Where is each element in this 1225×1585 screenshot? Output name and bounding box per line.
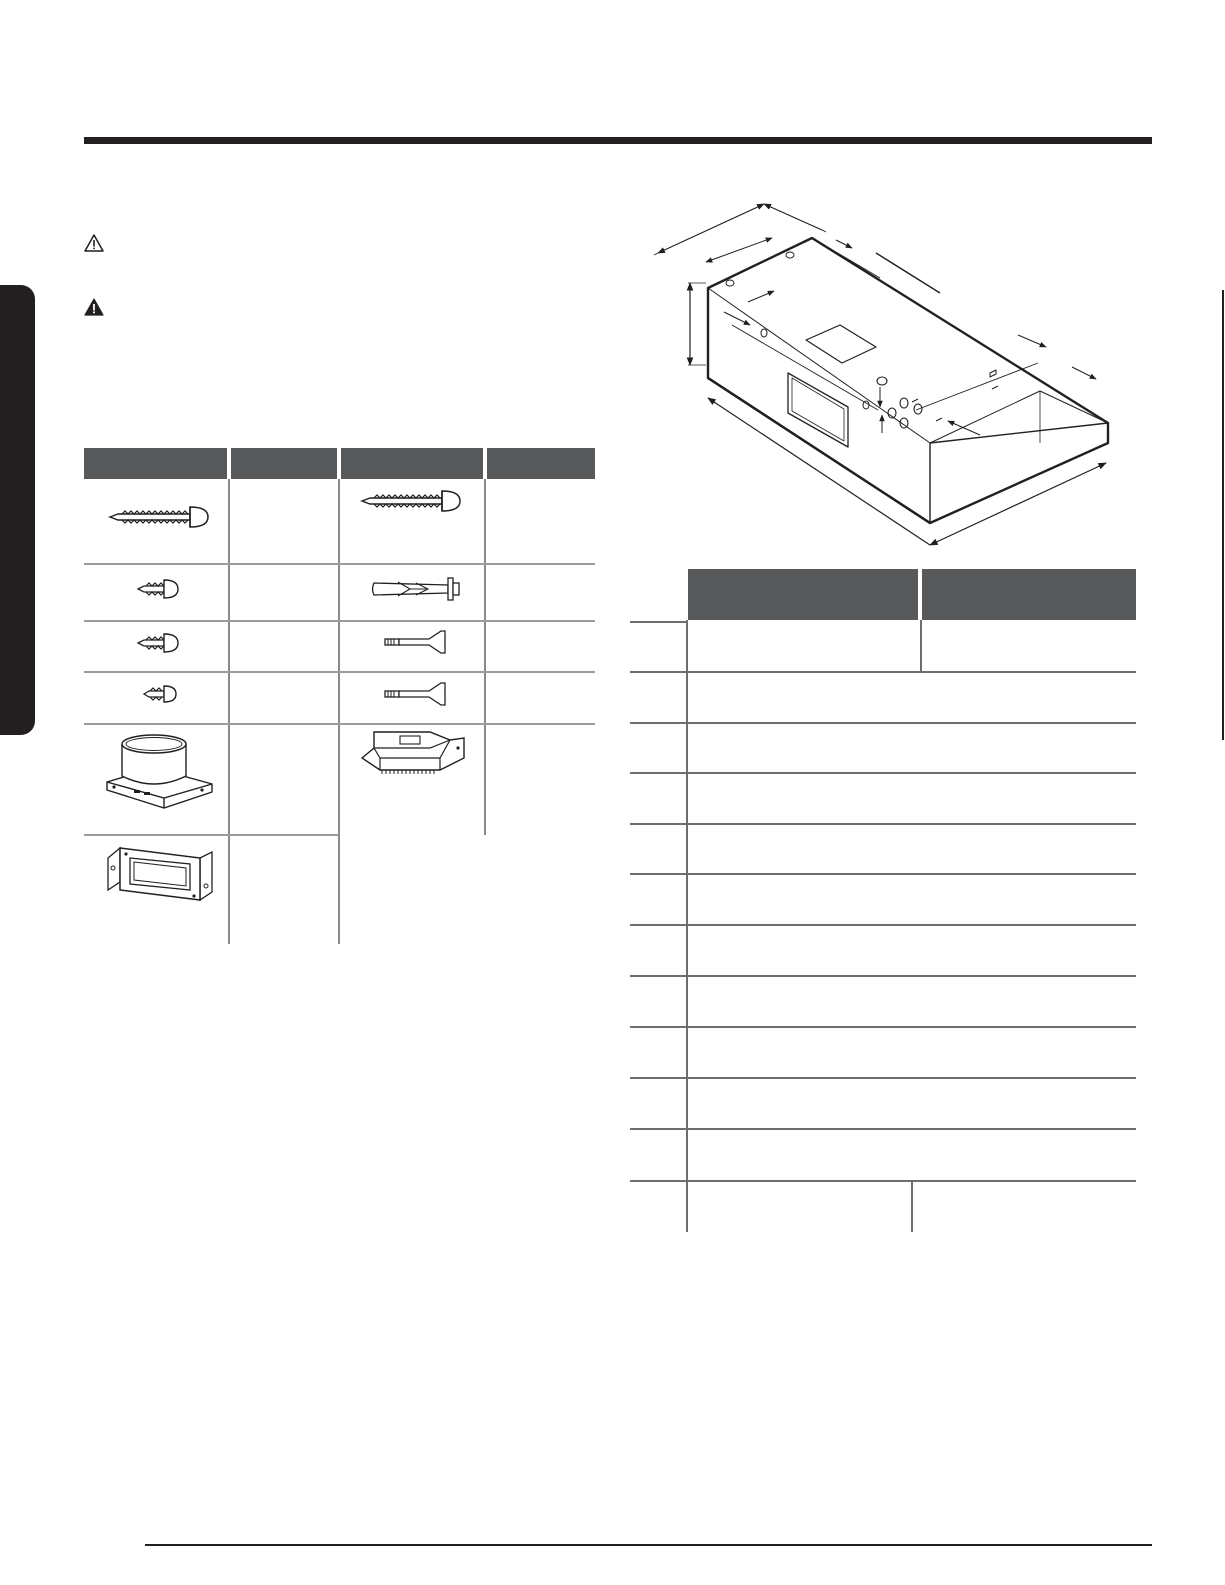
spec-row-rule xyxy=(630,873,1136,875)
mounting-bracket-icon xyxy=(360,728,466,780)
short-screw-icon xyxy=(136,632,180,654)
spec-row-rule xyxy=(630,1026,1136,1028)
table-row-rule xyxy=(84,834,338,836)
toggle-bolt-icon xyxy=(383,628,449,656)
range-hood-dimension-diagram xyxy=(640,195,1130,560)
spec-row-rule xyxy=(630,722,1136,724)
spec-col-header xyxy=(922,569,1136,620)
spec-row-rule xyxy=(630,1077,1136,1079)
spec-row-rule xyxy=(630,621,686,623)
toggle-bolt-icon xyxy=(383,680,449,708)
quantity-col-header xyxy=(487,448,595,479)
spec-row-rule xyxy=(630,924,1136,926)
tiny-screw-icon xyxy=(142,684,178,704)
section-top-rule xyxy=(84,137,1152,144)
page-edge-line xyxy=(1222,290,1224,740)
table-divider xyxy=(484,479,486,835)
hardware-col-header xyxy=(341,448,483,479)
spec-row-rule xyxy=(630,772,1136,774)
spec-row-rule xyxy=(630,823,1136,825)
long-screw-icon xyxy=(360,488,462,514)
spec-row-rule xyxy=(630,975,1136,977)
spec-row-rule xyxy=(630,1180,1136,1182)
table-row-rule xyxy=(84,671,595,673)
table-divider xyxy=(686,620,688,1232)
table-divider xyxy=(911,1181,913,1232)
table-row-rule xyxy=(84,563,595,565)
table-row-rule xyxy=(84,620,595,622)
table-divider xyxy=(920,620,922,671)
hardware-col-header xyxy=(84,448,227,479)
chapter-side-tab xyxy=(0,285,35,735)
spec-row-rule xyxy=(630,1128,1136,1130)
spec-col-header xyxy=(688,569,918,620)
table-divider xyxy=(228,479,230,944)
long-screw-icon xyxy=(108,504,210,530)
round-duct-adapter-icon xyxy=(104,732,214,812)
rectangular-duct-adapter-icon xyxy=(106,842,214,912)
table-row-rule xyxy=(84,723,595,725)
warning-triangle-icon xyxy=(84,298,104,316)
spec-row-rule xyxy=(630,671,1136,673)
table-divider xyxy=(338,479,340,944)
quantity-col-header xyxy=(231,448,337,479)
footer-rule xyxy=(145,1544,1152,1546)
short-screw-icon xyxy=(136,578,180,600)
drywall-anchor-icon xyxy=(370,574,462,604)
caution-triangle-icon xyxy=(84,234,104,252)
